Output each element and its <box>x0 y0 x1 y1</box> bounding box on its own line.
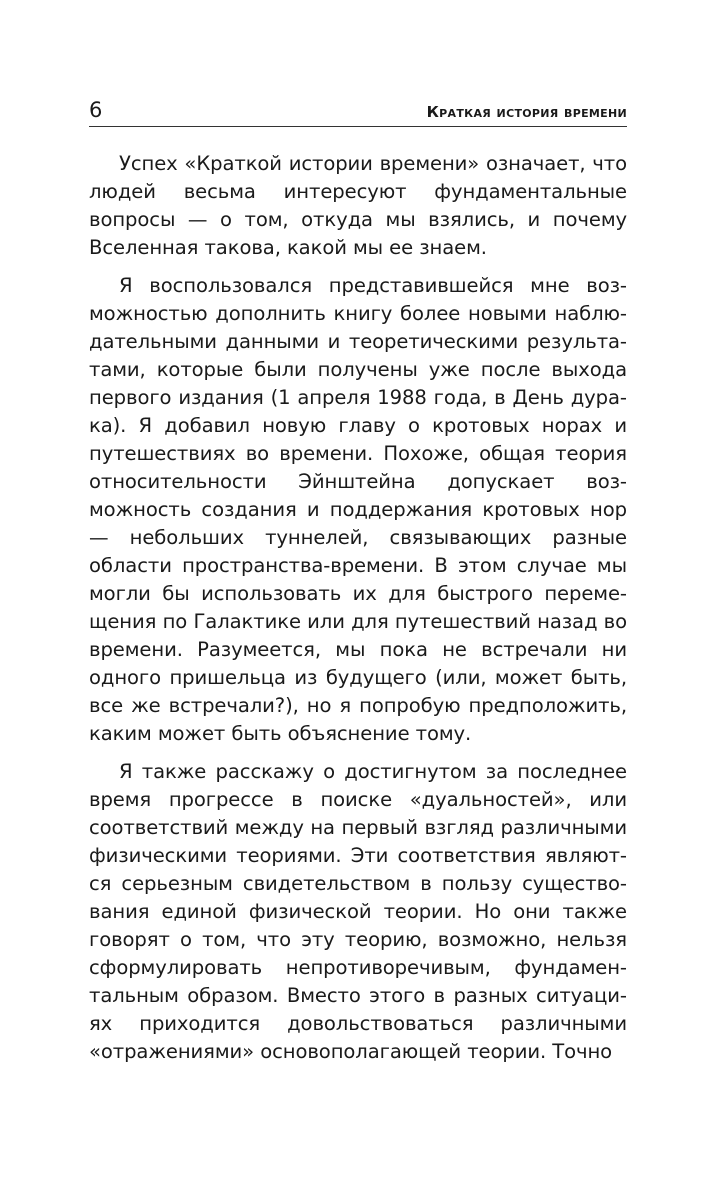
page-header <box>89 96 627 127</box>
paragraph: Я также расскажу о достигнутом за последнее время прогрессе в поиске «дуальностей», или соответствий между на первый взгляд различными физическими теориями. Эти соответствия являются серьезным свидетельством в пользу существования единой физической теории. Но они также говорят о том, что эту теорию, возможно, нельзя сформулировать непротиворечивым, фундаментальным образом. Вместо этого в разных ситуациях приходится довольствоваться различными «отражениями» основополагающей теории. Точно <box>89 760 627 1063</box>
paragraph: Я воспользовался представившейся мне возможностью дополнить книгу более новыми наблюдательными данными и теоретическими результатами, которые были получены уже после выхода первого издания (1 апреля 1988 года, в День дурака). Я добавил новую главу о кротовых норах и путешествиях во времени. Похоже, общая теория относительности Эйнштейна допускает возможность создания и поддержания кротовых нор — небольших туннелей, связывающих разные области пространства-времени. В этом случае мы могли бы использовать их для быстрого перемещения по Галактике или для путешествий назад во времени. Разумеется, мы пока не встречали ни одного пришельца из будущего (или, может быть, все же встречали?), но я попробую предположить, каким может быть объяснение тому. <box>89 274 627 745</box>
page-number: 6 <box>89 98 103 122</box>
running-title: Краткая история времени <box>426 103 627 121</box>
body-text <box>89 150 627 1076</box>
paragraph: Успех «Краткой истории времени» означает, что людей весьма интересуют фундаментальные вопросы — о том, откуда мы взялись, и почему Вселенная такова, какой мы ее знаем. <box>89 152 627 259</box>
